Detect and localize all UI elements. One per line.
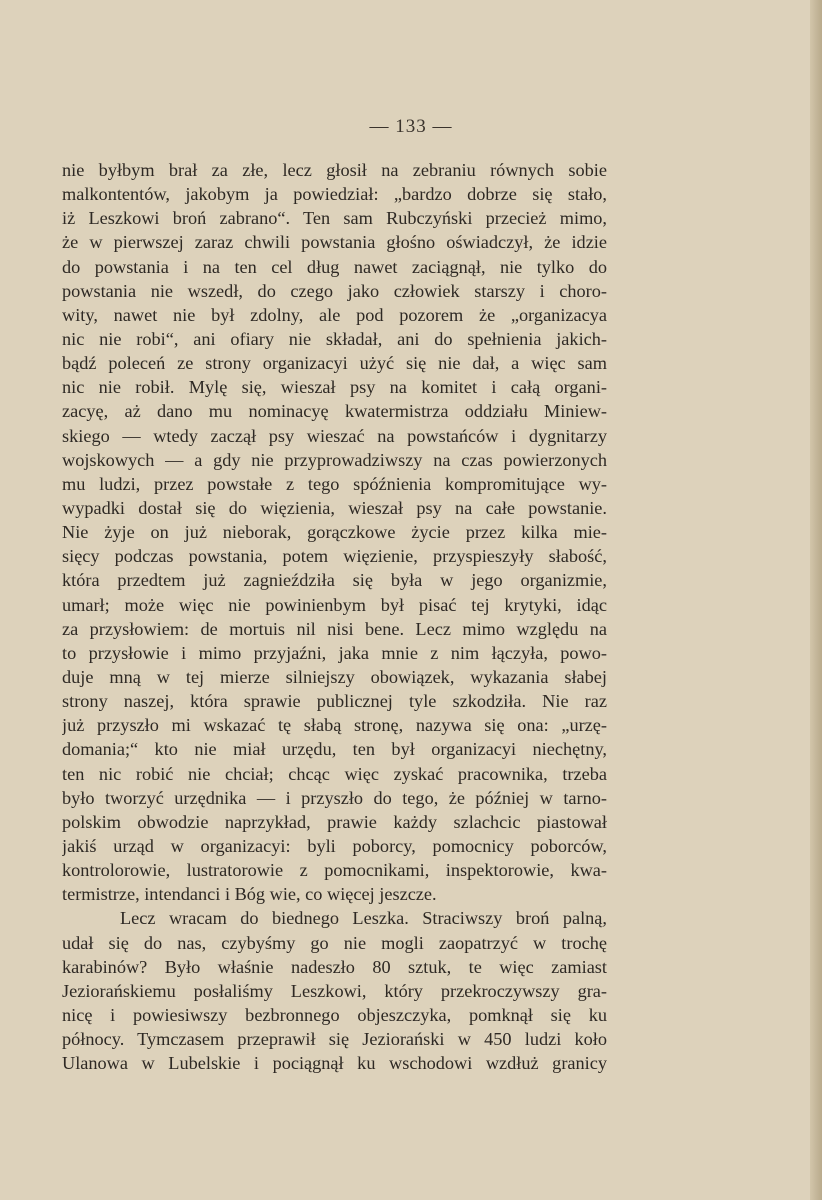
text-line: bądź poleceń ze strony organizacyi użyć się nie dał, a więc sam (62, 353, 607, 374)
text-line: kontrolorowie, lustratorowie z pomocnikami, inspektorowie, kwa- (62, 860, 607, 881)
text-line: Jeziorańskiemu posłaliśmy Leszkowi, który przekroczywszy gra- (62, 980, 607, 1001)
text-line: Lecz wracam do biednego Leszka. Straciwszy broń palną, (120, 908, 607, 929)
text-line: ten nic robić nie chciał; chcąc więc zyskać pracownika, trzeba (62, 763, 607, 784)
text-line: polskim obwodzie naprzykład, prawie każdy szlachcic piastował (62, 811, 607, 832)
text-line: Ulanowa w Lubelskie i pociągnął ku wschodowi wzdłuż granicy (62, 1053, 607, 1074)
text-line: termistrze, intendanci i Bóg wie, co więcej jeszcze. (62, 884, 437, 905)
text-line: wojskowych — a gdy nie przyprowadziwszy na czas powierzonych (62, 449, 607, 470)
text-line: jakiś urząd w organizacyi: byli poborcy, pomocnicy poborców, (62, 835, 607, 856)
text-line: że w pierwszej zaraz chwili powstania głośno oświadczył, że idzie (62, 232, 607, 253)
text-line: było tworzyć urzędnika — i przyszło do tego, że później w tarno- (62, 787, 607, 808)
page-number: — 133 — (369, 116, 453, 137)
text-line: nic nie robi“, ani ofiary nie składał, ani do spełnienia jakich- (62, 328, 607, 349)
text-line: duje mną w tej mierze silniejszy obowiązek, wykazania słabej (62, 666, 607, 687)
text-line: już przyszło mi wskazać tę słabą stronę, nazywa się ona: „urzę- (62, 715, 607, 736)
text-line: zacyę, aż dano mu nominacyę kwatermistrza oddziału Miniew- (62, 401, 607, 422)
text-line: wity, nawet nie był zdolny, ale pod pozorem że „organizacya (62, 304, 607, 325)
text-line: nic nie robił. Mylę się, wieszał psy na komitet i całą organi- (62, 377, 607, 398)
text-line: udał się do nas, czybyśmy go nie mogli zaopatrzyć w trochę (62, 932, 607, 953)
text-line: iż Leszkowi broń zabrano“. Ten sam Rubczyński przecież mimo, (62, 208, 607, 229)
text-line: to przysłowie i mimo przyjaźni, jaka mnie z nim łączyła, powo- (62, 642, 607, 663)
text-line: która przedtem już zagnieździła się była w jego organizmie, (62, 570, 607, 591)
page-edge (810, 0, 822, 1200)
text-line: sięcy podczas powstania, potem więzienie, przyspieszyły słabość, (62, 546, 607, 567)
text-line: karabinów? Było właśnie nadeszło 80 sztuk, te więc zamiast (62, 956, 607, 977)
text-line: mu ludzi, przez powstałe z tego spóźnienia kompromitujące wy- (62, 473, 607, 494)
text-line: strony naszej, która sprawie publicznej tyle szkodziła. Nie raz (62, 691, 607, 712)
text-line: skiego — wtedy zaczął psy wieszać na powstańców i dygnitarzy (62, 425, 607, 446)
text-line: nie byłbym brał za złe, lecz głosił na zebraniu równych sobie (62, 160, 607, 180)
text-line: umarł; może więc nie powinienbym był pisać tej krytyki, idąc (62, 594, 607, 615)
text-line: północy. Tymczasem przeprawił się Jeziorański w 450 ludzi koło (62, 1029, 607, 1050)
text-line: wypadki dostał się do więzienia, wieszał psy na całe powstanie. (62, 497, 607, 518)
text-line: malkontentów, jakobym ja powiedział: „bardzo dobrze się stało, (62, 184, 607, 205)
text-line: do powstania i na ten cel dług nawet zaciągnął, nie tylko do (62, 256, 607, 277)
text-line: nicę i powiesiwszy bezbronnego objeszczyka, pomknął się ku (62, 1004, 607, 1025)
text-line: za przysłowiem: de mortuis nil nisi bene. Lecz mimo względu na (62, 618, 607, 639)
text-line: domania;“ kto nie miał urzędu, ten był organizacyi niechętny, (62, 739, 607, 760)
body-text (62, 158, 607, 1075)
text-line: powstania nie wszedł, do czego jako człowiek starszy i choro- (62, 280, 607, 301)
text-line: Nie żyje on już nieborak, gorączkowe życie przez kilka mie- (62, 522, 607, 543)
